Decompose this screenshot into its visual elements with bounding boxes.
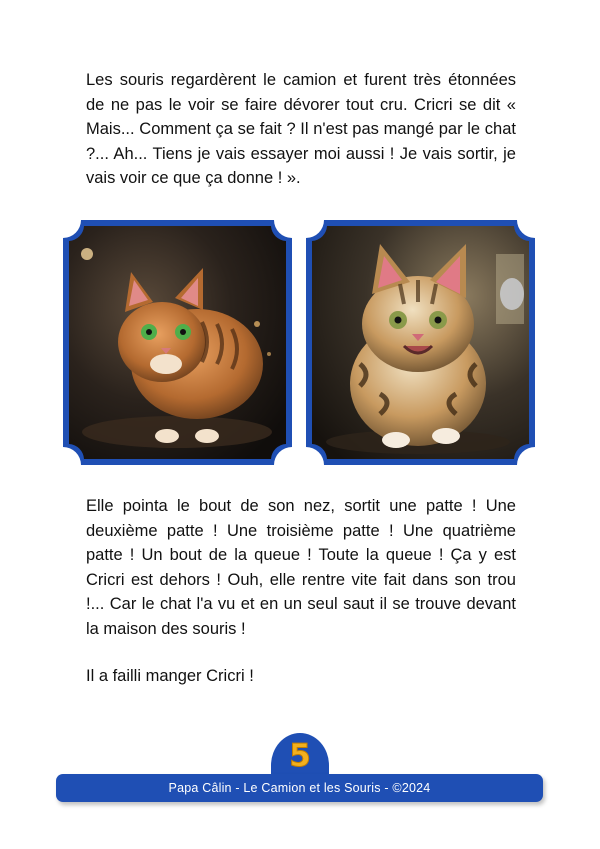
cat-illustration-icon [57,214,298,471]
footer-credit: Papa Câlin - Le Camion et les Souris - ©2024 [168,781,431,795]
illustration-frame-left [57,214,298,471]
story-paragraph: Les souris regardèrent le camion et furent très étonnées de ne pas le voir se faire dévorer tout cru. Cricri se dit « Mais... Comment ça se fait ? Il n'est pas mangé par le chat ?... Ah... Tiens je vais essayer moi aussi ! Je vais sortir, je vais voir ce que ça donne ! ». [86,71,516,187]
story-paragraph: Il a failli manger Cricri ! [86,667,254,685]
story-paragraph: Elle pointa le bout de son nez, sortit une patte ! Une deuxième patte ! Une troisième patte ! Une quatrième patte ! Un bout de la queue ! Toute la queue ! Ça y est Cricri est dehors ! Ouh, elle rentre vite fait dans son trou !... Car le chat l'a vu et en un seul saut il se trouve devant la maison des souris ! [86,497,516,638]
footer-bar [56,774,543,802]
page-number: 5 [289,738,311,774]
illustration-frame-right [300,214,541,471]
cat-illustration-icon [300,214,541,471]
